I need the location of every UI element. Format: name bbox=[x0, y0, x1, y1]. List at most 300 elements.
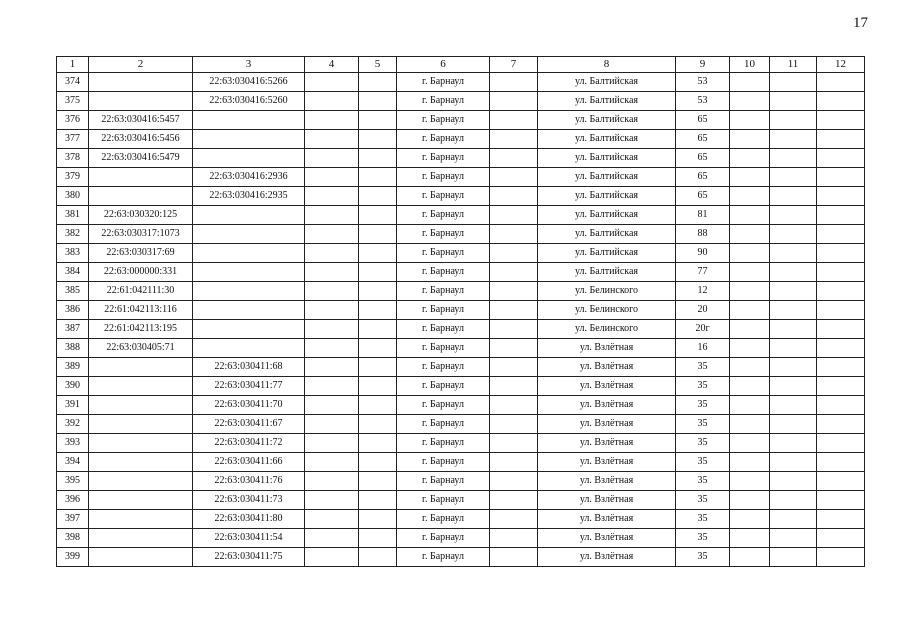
table-cell: 22:63:030405:71 bbox=[89, 339, 193, 358]
table-cell bbox=[305, 225, 359, 244]
table-cell: ул. Белинского bbox=[538, 301, 676, 320]
table-cell bbox=[817, 168, 865, 187]
table-cell bbox=[770, 358, 817, 377]
table-cell bbox=[305, 339, 359, 358]
table-cell bbox=[490, 244, 538, 263]
registry-table bbox=[56, 56, 865, 567]
table-cell bbox=[817, 206, 865, 225]
table-cell bbox=[730, 130, 770, 149]
table-cell bbox=[770, 453, 817, 472]
table-cell: 390 bbox=[57, 377, 89, 396]
table-row bbox=[57, 263, 865, 282]
table-row bbox=[57, 548, 865, 567]
table-cell bbox=[359, 225, 397, 244]
table-cell: 65 bbox=[676, 187, 730, 206]
table-cell bbox=[305, 149, 359, 168]
table-cell bbox=[490, 320, 538, 339]
table-cell: г. Барнаул bbox=[397, 206, 490, 225]
column-header: 5 bbox=[359, 57, 397, 73]
table-cell: г. Барнаул bbox=[397, 282, 490, 301]
table-cell: ул. Белинского bbox=[538, 282, 676, 301]
table-cell: 22:61:042113:195 bbox=[89, 320, 193, 339]
table-cell: 35 bbox=[676, 415, 730, 434]
table-cell: 35 bbox=[676, 510, 730, 529]
table-cell: 77 bbox=[676, 263, 730, 282]
table-cell bbox=[193, 263, 305, 282]
table-cell bbox=[359, 92, 397, 111]
table-cell bbox=[770, 92, 817, 111]
table-cell bbox=[359, 244, 397, 263]
table-cell bbox=[89, 92, 193, 111]
table-cell: г. Барнаул bbox=[397, 396, 490, 415]
table-cell: г. Барнаул bbox=[397, 92, 490, 111]
table-cell: ул. Взлётная bbox=[538, 434, 676, 453]
table-cell: 379 bbox=[57, 168, 89, 187]
table-cell bbox=[817, 529, 865, 548]
table-row bbox=[57, 491, 865, 510]
table-cell: 35 bbox=[676, 358, 730, 377]
table-cell bbox=[817, 548, 865, 567]
table-cell: г. Барнаул bbox=[397, 358, 490, 377]
column-header: 9 bbox=[676, 57, 730, 73]
table-cell bbox=[490, 339, 538, 358]
table-cell bbox=[305, 548, 359, 567]
table-cell bbox=[817, 415, 865, 434]
table-cell: 22:61:042111:30 bbox=[89, 282, 193, 301]
table-cell: г. Барнаул bbox=[397, 149, 490, 168]
table-cell: 65 bbox=[676, 149, 730, 168]
table-cell bbox=[305, 187, 359, 206]
table-cell: 81 bbox=[676, 206, 730, 225]
table-cell bbox=[770, 396, 817, 415]
table-cell bbox=[193, 149, 305, 168]
table-cell bbox=[305, 415, 359, 434]
table-cell bbox=[770, 168, 817, 187]
table-cell: 22:63:030416:5457 bbox=[89, 111, 193, 130]
table-cell bbox=[490, 111, 538, 130]
table-cell: 53 bbox=[676, 92, 730, 111]
table-cell: 380 bbox=[57, 187, 89, 206]
table-cell: ул. Взлётная bbox=[538, 491, 676, 510]
table-cell: 22:63:030411:67 bbox=[193, 415, 305, 434]
table-cell: 22:61:042113:116 bbox=[89, 301, 193, 320]
table-cell bbox=[89, 453, 193, 472]
table-cell bbox=[817, 263, 865, 282]
table-cell bbox=[490, 301, 538, 320]
table-cell: ул. Балтийская bbox=[538, 92, 676, 111]
table-cell bbox=[730, 453, 770, 472]
table-cell bbox=[817, 453, 865, 472]
table-cell: 22:63:030411:72 bbox=[193, 434, 305, 453]
table-row bbox=[57, 339, 865, 358]
table-cell bbox=[770, 472, 817, 491]
table-cell bbox=[730, 358, 770, 377]
table-cell bbox=[730, 548, 770, 567]
table-row bbox=[57, 282, 865, 301]
table-cell: 377 bbox=[57, 130, 89, 149]
table-cell bbox=[193, 206, 305, 225]
table-cell: 386 bbox=[57, 301, 89, 320]
table-cell bbox=[89, 434, 193, 453]
table-cell: ул. Балтийская bbox=[538, 111, 676, 130]
table-cell bbox=[817, 130, 865, 149]
table-cell: 399 bbox=[57, 548, 89, 567]
table-cell bbox=[193, 320, 305, 339]
table-cell bbox=[490, 434, 538, 453]
table-cell: ул. Взлётная bbox=[538, 339, 676, 358]
table-row bbox=[57, 529, 865, 548]
table-cell: 35 bbox=[676, 529, 730, 548]
table-cell: ул. Балтийская bbox=[538, 263, 676, 282]
table-cell bbox=[89, 415, 193, 434]
table-cell bbox=[359, 472, 397, 491]
page-number: 17 bbox=[853, 15, 868, 31]
table-cell: ул. Балтийская bbox=[538, 244, 676, 263]
table-cell bbox=[770, 225, 817, 244]
table-cell bbox=[359, 434, 397, 453]
table-cell bbox=[730, 263, 770, 282]
table-cell: 395 bbox=[57, 472, 89, 491]
table-cell bbox=[359, 263, 397, 282]
table-cell bbox=[730, 472, 770, 491]
table-cell: 35 bbox=[676, 377, 730, 396]
table-cell: г. Барнаул bbox=[397, 377, 490, 396]
table-cell bbox=[770, 73, 817, 92]
table-cell bbox=[817, 434, 865, 453]
table-cell bbox=[359, 149, 397, 168]
table-row bbox=[57, 73, 865, 92]
table-cell: 20 bbox=[676, 301, 730, 320]
table-cell bbox=[359, 111, 397, 130]
table-cell bbox=[730, 282, 770, 301]
column-header: 3 bbox=[193, 57, 305, 73]
table-row bbox=[57, 415, 865, 434]
table-cell bbox=[305, 320, 359, 339]
table-cell bbox=[89, 73, 193, 92]
table-cell: 378 bbox=[57, 149, 89, 168]
table-cell bbox=[490, 73, 538, 92]
table-row bbox=[57, 453, 865, 472]
table-cell: 12 bbox=[676, 282, 730, 301]
table-cell bbox=[817, 358, 865, 377]
table-row bbox=[57, 434, 865, 453]
table-cell: 376 bbox=[57, 111, 89, 130]
table-cell: 387 bbox=[57, 320, 89, 339]
table-cell bbox=[359, 548, 397, 567]
table-cell: ул. Взлётная bbox=[538, 377, 676, 396]
table-cell: ул. Балтийская bbox=[538, 130, 676, 149]
table-cell bbox=[89, 168, 193, 187]
table-cell bbox=[770, 529, 817, 548]
table-cell bbox=[730, 149, 770, 168]
table-cell bbox=[305, 244, 359, 263]
table-cell bbox=[770, 491, 817, 510]
table-cell: 53 bbox=[676, 73, 730, 92]
table-cell bbox=[730, 92, 770, 111]
table-cell bbox=[359, 187, 397, 206]
table-row bbox=[57, 301, 865, 320]
column-header: 7 bbox=[490, 57, 538, 73]
table-cell bbox=[305, 206, 359, 225]
table-cell: ул. Взлётная bbox=[538, 415, 676, 434]
table-cell bbox=[490, 358, 538, 377]
table-cell: 397 bbox=[57, 510, 89, 529]
table-cell bbox=[730, 206, 770, 225]
table-cell: 385 bbox=[57, 282, 89, 301]
table-cell: 35 bbox=[676, 434, 730, 453]
table-cell: 22:63:030416:5479 bbox=[89, 149, 193, 168]
table-cell bbox=[359, 529, 397, 548]
table-body bbox=[57, 73, 865, 567]
table-cell bbox=[490, 377, 538, 396]
table-cell: 35 bbox=[676, 548, 730, 567]
table-cell: г. Барнаул bbox=[397, 263, 490, 282]
table-cell bbox=[490, 415, 538, 434]
table-cell: г. Барнаул bbox=[397, 510, 490, 529]
table-cell: 22:63:030317:1073 bbox=[89, 225, 193, 244]
table-cell bbox=[770, 244, 817, 263]
table-cell bbox=[305, 510, 359, 529]
table-cell bbox=[490, 225, 538, 244]
table-cell bbox=[817, 282, 865, 301]
table-cell bbox=[817, 73, 865, 92]
table-cell bbox=[770, 111, 817, 130]
table-cell bbox=[305, 529, 359, 548]
table-cell bbox=[359, 168, 397, 187]
table-cell bbox=[359, 130, 397, 149]
table-cell: 389 bbox=[57, 358, 89, 377]
table-cell bbox=[770, 206, 817, 225]
column-header: 11 bbox=[770, 57, 817, 73]
table-cell bbox=[305, 282, 359, 301]
table-cell: 393 bbox=[57, 434, 89, 453]
table-cell bbox=[817, 149, 865, 168]
table-cell bbox=[490, 396, 538, 415]
table-cell: г. Барнаул bbox=[397, 301, 490, 320]
table-cell bbox=[89, 187, 193, 206]
table-cell bbox=[359, 73, 397, 92]
table-cell: 22:63:030411:80 bbox=[193, 510, 305, 529]
table-cell: ул. Белинского bbox=[538, 320, 676, 339]
column-header: 8 bbox=[538, 57, 676, 73]
table-cell bbox=[817, 187, 865, 206]
table-cell: 22:63:030411:68 bbox=[193, 358, 305, 377]
table-cell bbox=[490, 472, 538, 491]
table-cell bbox=[817, 510, 865, 529]
table-cell: 22:63:030411:76 bbox=[193, 472, 305, 491]
table-cell bbox=[770, 320, 817, 339]
table-cell bbox=[770, 282, 817, 301]
table-row bbox=[57, 320, 865, 339]
table-cell: ул. Балтийская bbox=[538, 73, 676, 92]
table-cell bbox=[770, 301, 817, 320]
table-cell: ул. Балтийская bbox=[538, 225, 676, 244]
table-cell bbox=[193, 339, 305, 358]
table-cell bbox=[817, 301, 865, 320]
table-cell: г. Барнаул bbox=[397, 320, 490, 339]
table-cell: 35 bbox=[676, 491, 730, 510]
table-cell bbox=[359, 377, 397, 396]
table-cell bbox=[359, 206, 397, 225]
table-cell: 22:63:030317:69 bbox=[89, 244, 193, 263]
table-cell: г. Барнаул bbox=[397, 529, 490, 548]
table-cell bbox=[305, 301, 359, 320]
table-row bbox=[57, 206, 865, 225]
table-cell bbox=[770, 415, 817, 434]
table-cell: г. Барнаул bbox=[397, 73, 490, 92]
table-cell: ул. Взлётная bbox=[538, 358, 676, 377]
table-cell bbox=[89, 377, 193, 396]
table-cell bbox=[193, 130, 305, 149]
table-cell: ул. Балтийская bbox=[538, 187, 676, 206]
table-cell bbox=[490, 149, 538, 168]
table-cell: ул. Взлётная bbox=[538, 548, 676, 567]
column-header: 6 bbox=[397, 57, 490, 73]
table-cell bbox=[817, 244, 865, 263]
table-cell bbox=[730, 377, 770, 396]
table-cell bbox=[89, 529, 193, 548]
table-cell bbox=[193, 225, 305, 244]
table-cell bbox=[89, 358, 193, 377]
table-cell bbox=[770, 434, 817, 453]
table-header-row bbox=[57, 57, 865, 73]
table-cell bbox=[305, 73, 359, 92]
table-cell: г. Барнаул bbox=[397, 168, 490, 187]
table-cell: 398 bbox=[57, 529, 89, 548]
table-cell: 20г bbox=[676, 320, 730, 339]
table-row bbox=[57, 472, 865, 491]
table-row bbox=[57, 377, 865, 396]
table-row bbox=[57, 396, 865, 415]
table-cell bbox=[730, 225, 770, 244]
table-cell bbox=[305, 396, 359, 415]
table-row bbox=[57, 92, 865, 111]
table-cell: 65 bbox=[676, 130, 730, 149]
table-cell bbox=[730, 73, 770, 92]
table-cell bbox=[305, 491, 359, 510]
table-cell bbox=[359, 396, 397, 415]
table-cell: 392 bbox=[57, 415, 89, 434]
table-cell bbox=[305, 168, 359, 187]
table-cell bbox=[770, 149, 817, 168]
table-cell: г. Барнаул bbox=[397, 548, 490, 567]
table-cell: ул. Балтийская bbox=[538, 149, 676, 168]
table-cell bbox=[490, 168, 538, 187]
table-cell: г. Барнаул bbox=[397, 244, 490, 263]
table-cell: 22:63:030320:125 bbox=[89, 206, 193, 225]
table-cell bbox=[770, 339, 817, 358]
table-cell: 35 bbox=[676, 472, 730, 491]
table-cell bbox=[817, 339, 865, 358]
table-cell: г. Барнаул bbox=[397, 453, 490, 472]
table-cell bbox=[305, 453, 359, 472]
table-cell: г. Барнаул bbox=[397, 130, 490, 149]
column-header: 1 bbox=[57, 57, 89, 73]
table-cell: 65 bbox=[676, 168, 730, 187]
column-header: 2 bbox=[89, 57, 193, 73]
table-cell: 382 bbox=[57, 225, 89, 244]
table-cell bbox=[193, 244, 305, 263]
table-cell bbox=[89, 396, 193, 415]
table-row bbox=[57, 149, 865, 168]
table-cell: 90 bbox=[676, 244, 730, 263]
table-cell bbox=[817, 491, 865, 510]
table-cell bbox=[817, 377, 865, 396]
table-cell bbox=[89, 510, 193, 529]
table-cell bbox=[770, 263, 817, 282]
table-cell bbox=[730, 187, 770, 206]
table-cell: ул. Балтийская bbox=[538, 206, 676, 225]
table-cell: 388 bbox=[57, 339, 89, 358]
table-cell bbox=[305, 472, 359, 491]
table-cell bbox=[817, 472, 865, 491]
table-cell bbox=[817, 225, 865, 244]
table-row bbox=[57, 510, 865, 529]
table-row bbox=[57, 225, 865, 244]
table-cell: 65 bbox=[676, 111, 730, 130]
table-row bbox=[57, 111, 865, 130]
table-cell: 384 bbox=[57, 263, 89, 282]
table-cell bbox=[490, 187, 538, 206]
table-cell bbox=[359, 301, 397, 320]
column-header: 10 bbox=[730, 57, 770, 73]
table-cell bbox=[490, 206, 538, 225]
table-cell bbox=[490, 510, 538, 529]
table-cell bbox=[817, 320, 865, 339]
table-row bbox=[57, 130, 865, 149]
table-cell bbox=[490, 282, 538, 301]
table-cell: 22:63:030411:66 bbox=[193, 453, 305, 472]
table-cell: 22:63:000000:331 bbox=[89, 263, 193, 282]
table-cell: ул. Взлётная bbox=[538, 453, 676, 472]
table-cell bbox=[359, 453, 397, 472]
table-cell bbox=[730, 168, 770, 187]
table-cell bbox=[305, 111, 359, 130]
table-cell: ул. Взлётная bbox=[538, 529, 676, 548]
table-cell bbox=[305, 92, 359, 111]
table-row bbox=[57, 168, 865, 187]
table-cell bbox=[359, 510, 397, 529]
column-header: 4 bbox=[305, 57, 359, 73]
table-cell: 374 bbox=[57, 73, 89, 92]
table-cell bbox=[770, 548, 817, 567]
table-cell: 375 bbox=[57, 92, 89, 111]
table-cell: г. Барнаул bbox=[397, 472, 490, 491]
table-cell bbox=[730, 301, 770, 320]
table-cell: 391 bbox=[57, 396, 89, 415]
table-row bbox=[57, 244, 865, 263]
table-cell: 22:63:030411:73 bbox=[193, 491, 305, 510]
table-cell: 88 bbox=[676, 225, 730, 244]
table-cell: ул. Взлётная bbox=[538, 396, 676, 415]
table-cell bbox=[490, 491, 538, 510]
table-cell bbox=[817, 92, 865, 111]
table-cell bbox=[770, 377, 817, 396]
table-cell bbox=[193, 301, 305, 320]
table-cell: 22:63:030416:2936 bbox=[193, 168, 305, 187]
table-cell: 22:63:030411:75 bbox=[193, 548, 305, 567]
table-cell: г. Барнаул bbox=[397, 434, 490, 453]
table-cell bbox=[193, 111, 305, 130]
table-cell bbox=[730, 320, 770, 339]
table-cell bbox=[817, 111, 865, 130]
table-cell: 383 bbox=[57, 244, 89, 263]
table-cell bbox=[89, 472, 193, 491]
column-header: 12 bbox=[817, 57, 865, 73]
table-cell: 396 bbox=[57, 491, 89, 510]
table-cell: г. Барнаул bbox=[397, 415, 490, 434]
table-cell bbox=[770, 130, 817, 149]
